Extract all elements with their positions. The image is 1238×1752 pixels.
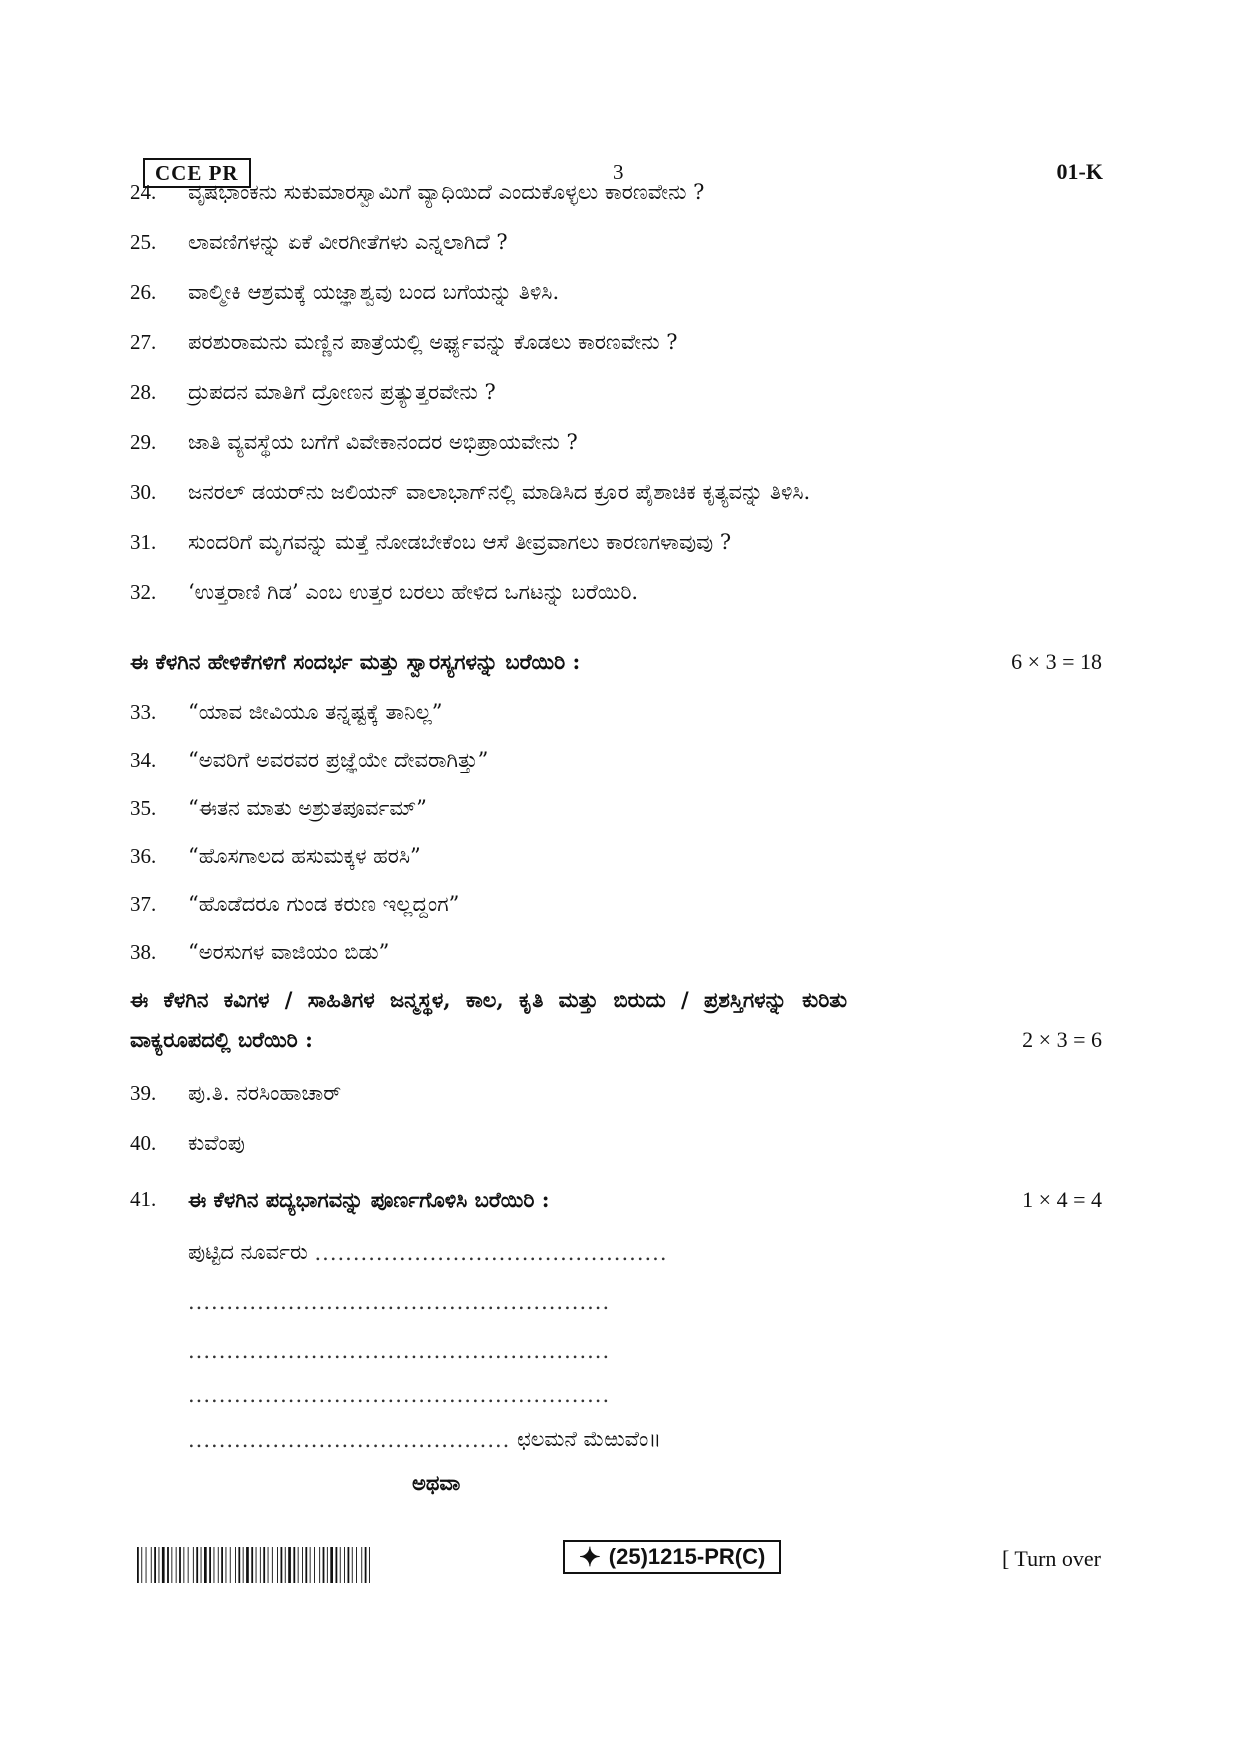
question-text: “ಯಾವ ಜೀವಿಯೂ ತನ್ನಷ್ಟಕ್ಕೆ ತಾನಿಲ್ಲ” — [188, 699, 443, 724]
question-item — [130, 928, 1110, 976]
question-text: ಸುಂದರಿಗೆ ಮೃಗವನ್ನು ಮತ್ತೆ ನೋಡಬೇಕೆಂಬ ಆಸೆ ತೀವ್ರವಾಗಲು ಕಾರಣಗಳಾವುವು ? — [188, 529, 732, 554]
poem-line — [188, 1228, 748, 1277]
booklet-code — [563, 1540, 781, 1574]
or-separator: ಅಥವಾ — [412, 1470, 461, 1495]
question-number: 26. — [130, 279, 157, 304]
question-item — [130, 217, 1110, 267]
question-number: 33. — [130, 699, 157, 724]
question-text: ಜಾತಿ ವ್ಯವಸ್ಥೆಯ ಬಗೆಗೆ ವಿವೇಕಾನಂದರ ಅಭಿಪ್ರಾಯವೇನು ? — [188, 429, 578, 454]
question-number: 27. — [130, 329, 157, 354]
poem-blank: ....................................................... — [188, 1383, 611, 1407]
question-number: 28. — [130, 379, 157, 404]
question-text: “ಹೊಸಗಾಲದ ಹಸುಮಕ್ಕಳ ಹರಸಿ” — [188, 843, 421, 868]
question-item — [130, 167, 1110, 217]
question-number: 36. — [130, 843, 157, 868]
marks-label: 6 × 3 = 18 — [1011, 649, 1102, 674]
page-number: 3 — [613, 160, 624, 184]
question-number: 24. — [130, 179, 157, 204]
poem-line — [188, 1415, 748, 1464]
question-item — [130, 832, 1110, 880]
question-text: ವೃಷಭಾಂಕನು ಸುಕುಮಾರಸ್ವಾಮಿಗೆ ವ್ಯಾಧಿಯಿದೆ ಎಂದುಕೊಳ್ಳಲು ಕಾರಣವೇನು ? — [188, 179, 705, 204]
question-item — [130, 567, 1110, 617]
question-item — [130, 467, 1110, 517]
section-c-instruction — [130, 980, 1102, 1060]
question-item — [130, 517, 1110, 567]
star-icon: ✦ — [579, 1542, 601, 1572]
question-item — [130, 317, 1110, 367]
marks-label: 1 × 4 = 4 — [1022, 1187, 1102, 1212]
question-text: ಪರಶುರಾಮನು ಮಣ್ಣಿನ ಪಾತ್ರೆಯಲ್ಲಿ ಅರ್ಘ್ಯವನ್ನು ಕೊಡಲು ಕಾರಣವೇನು ? — [188, 329, 678, 354]
question-text: ಲಾವಣಿಗಳನ್ನು ಏಕೆ ವೀರಗೀತೆಗಳು ಎನ್ನಲಾಗಿದೆ ? — [188, 229, 508, 254]
question-number: 38. — [130, 939, 157, 964]
exam-badge: CCE PR — [143, 158, 251, 188]
question-number: 34. — [130, 747, 157, 772]
question-number: 30. — [130, 479, 157, 504]
question-item — [130, 784, 1110, 832]
question-list-context — [130, 688, 1110, 976]
question-number: 40. — [130, 1130, 157, 1155]
instruction-text: ವಾಕ್ಯರೂಪದಲ್ಲಿ ಬರೆಯಿರಿ : — [130, 1027, 313, 1052]
question-item — [130, 736, 1110, 784]
poem-blank: ....................................................... — [188, 1338, 611, 1363]
marks-label: 2 × 3 = 6 — [1022, 1027, 1102, 1052]
poem-start-text: ಪುಟ್ಟಿದ ನೂರ್ವರು — [188, 1240, 308, 1264]
section-b-instruction — [130, 642, 1102, 682]
question-number: 35. — [130, 795, 157, 820]
question-text: “ಅವರಿಗೆ ಅವರವರ ಪ್ರಜ್ಞೆಯೇ ದೇವರಾಗಿತ್ತು” — [188, 747, 489, 772]
barcode-image — [137, 1547, 372, 1583]
poem-line — [188, 1375, 748, 1415]
poem-blank: .......................................... — [188, 1427, 511, 1452]
question-number: 32. — [130, 579, 157, 604]
poem-end-text: ಛಲಮನೆ ಮೆಱುವೆಂ॥ — [517, 1427, 662, 1451]
question-text: “ಹೊಡೆದರೂ ಗುಂಡ ಕರುಣ ಇಲ್ಲದ್ದಂಗ” — [188, 891, 460, 916]
poem-blank: .............................................. — [314, 1240, 668, 1265]
question-text: ‘ಉತ್ತರಾಣಿ ಗಿಡ’ ಎಂಬ ಉತ್ತರ ಬರಲು ಹೇಳಿದ ಒಗಟನ್ನು ಬರೆಯಿರಿ. — [188, 579, 639, 604]
question-list-short — [130, 167, 1110, 617]
turn-over-label: [ Turn over — [1001, 1546, 1101, 1571]
question-text: ಜನರಲ್ ಡಯರ್‌ನು ಜಲಿಯನ್ ವಾಲಾಭಾಗ್‌ನಲ್ಲಿ ಮಾಡಿಸಿದ ಕ್ರೂರ ಪೈಶಾಚಿಕ ಕೃತ್ಯವನ್ನು ತಿಳಿಸಿ. — [188, 479, 811, 504]
question-item — [130, 367, 1110, 417]
question-list-poets — [130, 1068, 1110, 1168]
question-number: 37. — [130, 891, 157, 916]
poem-line — [188, 1277, 748, 1326]
poem-line — [188, 1326, 748, 1375]
poem-completion — [188, 1228, 748, 1464]
question-text: ದ್ರುಪದನ ಮಾತಿಗೆ ದ್ರೋಣನ ಪ್ರತ್ಯುತ್ತರವೇನು ? — [188, 379, 496, 404]
question-item — [130, 880, 1110, 928]
question-item — [130, 1068, 1110, 1118]
paper-code: 01-K — [1056, 159, 1103, 184]
question-text: ಕುವೆಂಪು — [188, 1130, 245, 1155]
question-item — [130, 267, 1110, 317]
question-text: ವಾಲ್ಮೀಕಿ ಆಶ್ರಮಕ್ಕೆ ಯಜ್ಞಾಶ್ವವು ಬಂದ ಬಗೆಯನ್ನು ತಿಳಿಸಿ. — [188, 279, 560, 304]
question-number: 31. — [130, 529, 157, 554]
question-number: 25. — [130, 229, 157, 254]
question-number: 29. — [130, 429, 157, 454]
instruction-line-2 — [130, 1020, 1102, 1060]
question-item — [130, 417, 1110, 467]
instruction-text: ಈ ಕೆಳಗಿನ ಪದ್ಯಭಾಗವನ್ನು ಪೂರ್ಣಗೊಳಿಸಿ ಬರೆಯಿರಿ : — [188, 1187, 550, 1212]
question-41 — [130, 1180, 1102, 1220]
booklet-code-text: (25)1215-PR(C) — [608, 1544, 766, 1569]
question-item — [130, 688, 1110, 736]
instruction-text: ಈ ಕೆಳಗಿನ ಹೇಳಿಕೆಗಳಿಗೆ ಸಂದರ್ಭ ಮತ್ತು ಸ್ವಾರಸ್ಯಗಳನ್ನು ಬರೆಯಿರಿ : — [130, 649, 581, 674]
question-text: ಪು.ತಿ. ನರಸಿಂಹಾಚಾರ್ — [188, 1080, 342, 1105]
question-number: 39. — [130, 1080, 157, 1105]
question-text: “ಅರಸುಗಳ ವಾಜಿಯಂ ಬಿಡು” — [188, 939, 390, 964]
question-41-left — [130, 1187, 550, 1213]
question-number: 41. — [130, 1187, 157, 1211]
poem-blank: ....................................................... — [188, 1289, 611, 1314]
instruction-line-1: ಈ ಕೆಳಗಿನ ಕವಿಗಳ / ಸಾಹಿತಿಗಳ ಜನ್ಮಸ್ಥಳ, ಕಾಲ, ಕೃತಿ ಮತ್ತು ಬಿರುದು / ಪ್ರಶಸ್ತಿಗಳನ್ನು ಕುರಿತು — [130, 987, 848, 1012]
question-text: “ಈತನ ಮಾತು ಅಶ್ರುತಪೂರ್ವಮ್” — [188, 795, 427, 820]
question-item — [130, 1118, 1110, 1168]
